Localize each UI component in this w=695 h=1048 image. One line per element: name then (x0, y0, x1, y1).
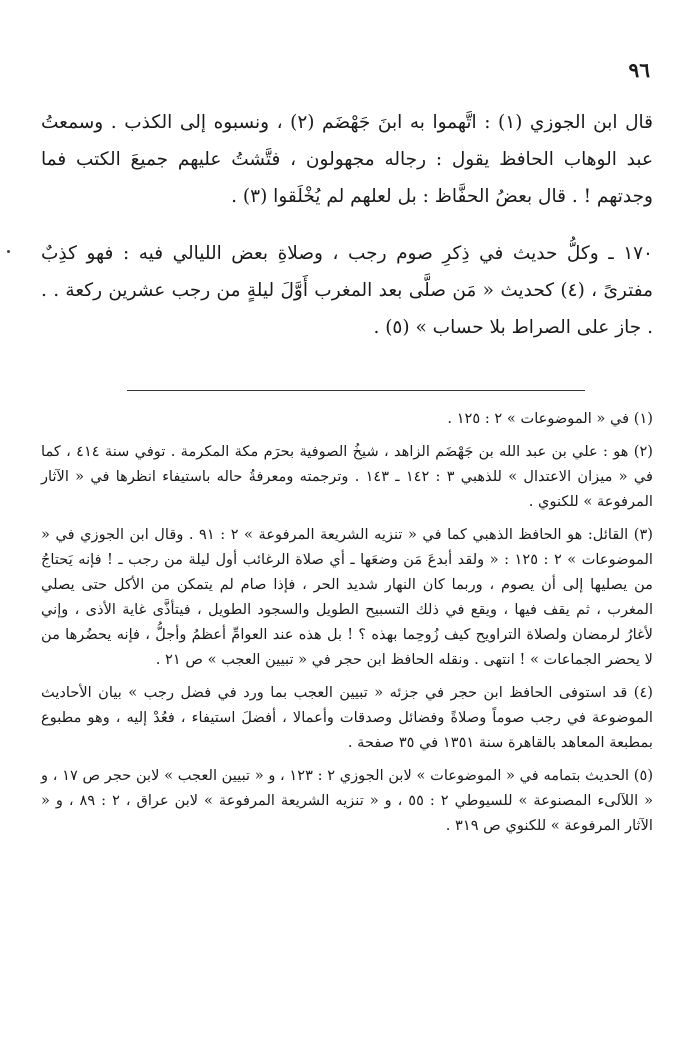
footnote-2: (٢) هو : علي بن عبد الله بن جَهْضَم الزاهد ، شيخُ الصوفية بحرَم مكة المكرمة . توفي سنة ٤١٤ ، كما في « ميزان الاعتدال » للذهبي ٣ : ١٤٢ ـ ١٤٣ . وترجمته ومعرفةُ حاله باستيفاء انظرها في « الآثار المرفوعة » للكنوي . (41, 443, 653, 510)
footnote-4: (٤) قد استوفى الحافظ ابن حجر في جزئه « تبيين العجب بما ورد في فضل رجب » بيان الأحاديث الموضوعة في رجب صوماً وصلاةً وفضائل وصدقات وأعمالا ، أفضلَ استيفاء ، فعُدْ إليه ، وهو مطبوع بمطبعة المعاهد بالقاهرة سنة ١٣٥١ في ٣٥ صفحة . (41, 684, 653, 751)
main-paragraph-1: قال ابن الجوزي (١) : اتَّهموا به ابنَ جَهْضَم (٢) ، ونسبوه إلى الكذب . وسمعتُ عبد الوهاب الحافظ يقول : رجاله مجهولون ، فتَّشتُ عليهم جميعَ الكتب فما وجدتهم ! . قال بعضُ الحفَّاظ : بل لعلهم لم يُخْلَقوا (٣) . (41, 112, 653, 207)
page-number: ٩٦ (628, 58, 650, 82)
footnotes (41, 406, 653, 846)
footnote-1: (١) في « الموضوعات » ٢ : ١٢٥ . (447, 410, 653, 427)
main-text (41, 104, 653, 346)
footnote-3: (٣) القائل: هو الحافظ الذهبي كما في « تنزيه الشريعة المرفوعة » ٢ : ٩١ . وقال ابن الجوزي في « الموضوعات » ٢ : ١٢٥ : « ولقد أبدعَ مَن وضعَها ـ أي صلاة الرغائب أول ليلة من رجب ـ ! فإنه يَحتاجُ من يصليها إلى أن يصوم ، وربما كان النهار شديد الحر ، فإذا صام لم يتمكن من الأكل حتى يصلي المغرب ، ثم يقف فيها ، ويقع في ذلك التسبيح الطويل والسجود الطويل ، فيتأذَّى غاية الأذى ، وإني لأغارُ لرمضان ولصلاة التراويح كيف زُوحِما بهذه ؟ ! بل هذه عند العوامِّ أعظمُ وأجلُّ ، فإنه يحضُرها من لا يحضر الجماعات » ! انتهى . ونقله الحافظ ابن حجر في « تبيين العجب » ص ٢١ . (41, 526, 653, 668)
main-paragraph-2: ١٧٠ ـ وكلُّ حديث في ذِكرِ صوم رجب ، وصلاةِ بعض الليالي فيه : فهو كذِبٌ مفترىً ، (٤) كحديث « مَن صلَّى بعد المغرب أَوَّلَ ليلةٍ من رجب عشرين ركعة . . . جاز على الصراط بلا حساب » (٥) . (41, 243, 653, 338)
footnote-5: (٥) الحديث بتمامه في « الموضوعات » لابن الجوزي ٢ : ١٢٣ ، و « تبيين العجب » لابن حجر ص ١٧ ، و « اللآلىء المصنوعة » للسيوطي ٢ : ٥٥ ، و « تنزيه الشريعة المرفوعة » لابن عراق ، ٢ : ٨٩ ، و « الآثار المرفوعة » للكنوي ص ٣١٩ . (41, 767, 654, 834)
margin-dot (7, 250, 10, 253)
footnote-separator (127, 390, 585, 391)
